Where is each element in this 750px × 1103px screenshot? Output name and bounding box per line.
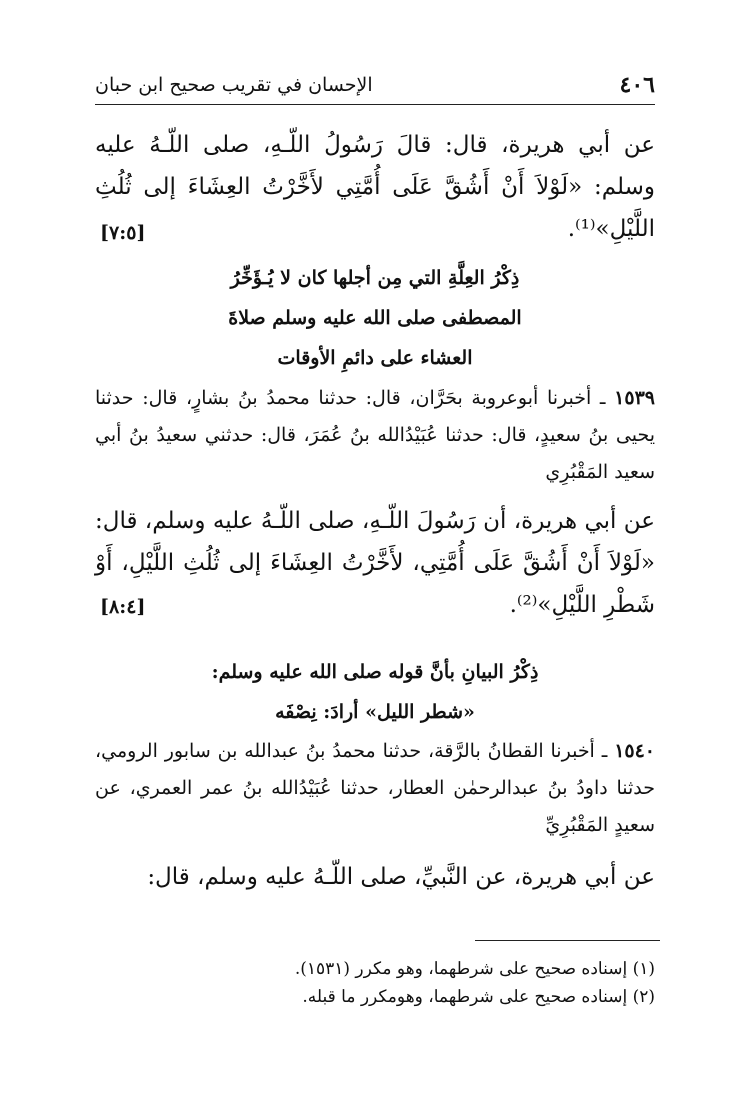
- page-number: ٤٠٦: [619, 72, 655, 98]
- footnote-rule: [475, 940, 660, 941]
- footnote-2: (٢) إسناده صحيح على شرطهما، وهومكرر ما قبله.: [302, 987, 655, 1007]
- heading-line: ذِكْرُ البيانِ بأنَّ قوله صلى الله عليه وسلم:: [211, 661, 539, 683]
- chapter-heading-1: [95, 258, 655, 378]
- hadith-number: ١٥٣٩: [614, 387, 655, 409]
- running-title: الإحسان في تقريب صحيح ابن حبان: [95, 74, 373, 96]
- header-rule: [95, 104, 655, 105]
- isnad-text: ـ أخبرنا القطانُ بالرَّقة، حدثنا محمدُ بنُ عبدالله بن سابور الرومي، حدثنا داودُ بنُ عبدالرحمٰن العطار، حدثنا عُبَيْدُالله بنُ عمر العمري، عن سعيدٍ المَقْبُرِيِّ: [95, 740, 655, 836]
- chapter-heading-2: [95, 652, 655, 732]
- heading-line: «شطر الليل» أرادَ: نِصْفَه: [275, 701, 475, 723]
- isnad-1540: [95, 733, 655, 844]
- heading-line: ذِكْرُ العِلَّةِ التي مِن أجلها كان لا يُـؤَخِّرُ: [230, 267, 520, 289]
- isnad-1539: [95, 380, 655, 491]
- hadith-text-1540: عن أبي هريرة، عن النَّبيِّ، صلى اللّـهُ عليه وسلم، قال:: [147, 864, 655, 890]
- reference-tag: [٨:٤]: [100, 596, 146, 618]
- hadith-text-continued: عن أبي هريرة، قال: قالَ رَسُولُ اللّـهِ، صلى اللّـهُ عليه وسلم: «لَوْلاَ أَنْ أَشُقَّ عَلَى أُمَّتِي لأَخَّرْتُ العِشَاءَ إلى ثُلُثِ اللَّيْلِ»⁽¹⁾.: [95, 132, 655, 242]
- hadith-number: ١٥٤٠: [614, 740, 656, 762]
- reference-tag: [٧:٥]: [100, 222, 146, 244]
- heading-line: المصطفى صلى الله عليه وسلم صلاةَ: [228, 307, 522, 329]
- isnad-text: ـ أخبرنا أبوعروبة بحَرَّان، قال: حدثنا محمدُ بنُ بشارٍ، قال: حدثنا يحيى بنُ سعيدٍ، قال: حدثنا عُبَيْدُالله بنُ عُمَرَ، قال: حدثني سعيدُ بنُ أبي سعيد المَقْبُرِي: [95, 387, 655, 483]
- footnote-1: (١) إسناده صحيح على شرطهما، وهو مكرر (١٥٣١).: [294, 959, 655, 979]
- heading-line: العشاء على دائمِ الأوقات: [277, 347, 473, 369]
- page-header: [95, 68, 655, 102]
- hadith-text-1539: عن أبي هريرة، أن رَسُولَ اللّـهِ، صلى اللّـهُ عليه وسلم، قال: «لَوْلاَ أَنْ أَشُقَّ عَلَى أُمَّتِي، لأَخَّرْتُ العِشَاءَ إلى ثُلُثِ اللَّيْلِ، أَوْ شَطْرِ اللَّيْلِ»⁽²⁾.: [95, 508, 655, 618]
